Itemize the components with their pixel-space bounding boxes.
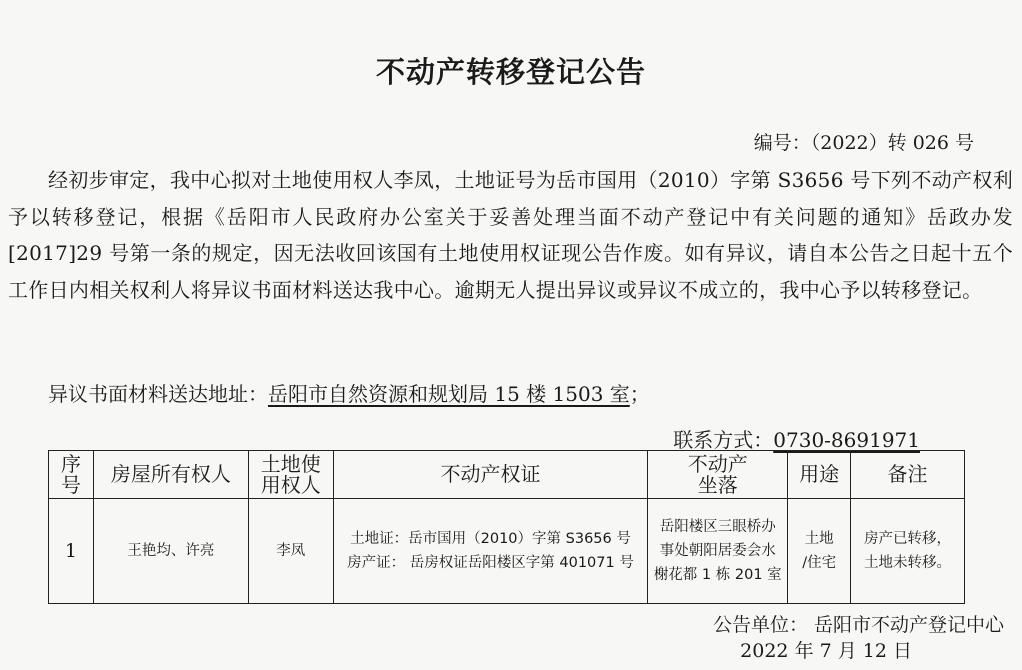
header-owner: 房屋所有权人 xyxy=(93,451,248,499)
registration-table xyxy=(48,450,965,604)
contact-label: 联系方式： xyxy=(673,428,774,452)
table-header-row xyxy=(49,451,965,499)
cell-remark xyxy=(851,499,965,604)
usage-line: /住宅 xyxy=(802,555,837,571)
cell-owner: 王艳均、许亮 xyxy=(93,499,248,604)
location-line: 岳阳楼区三眼桥办 xyxy=(659,519,776,535)
address-label: 异议书面材料送达地址： xyxy=(48,382,268,406)
notice-body: 经初步审定，我中心拟对土地使用权人李凤，土地证号为岳市国用（2010）字第 S3656 号下列不动产权利予以转移登记，根据《岳阳市人民政府办公室关于妥善处理当面不动产登记中有关问题的通知》岳政办发[2017]29 号第一条的规定，因无法收回该国有土地使用权证现公告作废。如有异议，请自本公告之日起十五个工作日内相关权利人将异议书面材料送达我中心。逾期无人提出异议或异议不成立的，我中心予以转移登记。 xyxy=(8,168,1013,302)
remark-line: 房产已转移， xyxy=(864,531,952,547)
header-usage: 用途 xyxy=(788,451,851,499)
issue-date: 2022 年 7 月 12 日 xyxy=(740,640,912,662)
cert-house: 房产证： 岳房权证岳阳楼区字第 401071 号 xyxy=(347,555,634,571)
location-line: 事处朝阳居委会水 xyxy=(659,543,776,559)
header-remark: 备注 xyxy=(851,451,965,499)
cell-location xyxy=(648,499,788,604)
cell-usage xyxy=(788,499,851,604)
document-number: 编号：（2022）转 026 号 xyxy=(753,132,974,154)
remark-line: 土地未转移。 xyxy=(864,555,952,571)
page-title: 不动产转移登记公告 xyxy=(375,55,646,89)
header-location: 不动产坐落 xyxy=(648,451,788,499)
address-suffix: ； xyxy=(629,382,650,406)
contact-info xyxy=(673,424,920,453)
header-land-user: 土地使用权人 xyxy=(248,451,333,499)
issuing-unit: 公告单位： 岳阳市不动产登记中心 xyxy=(712,614,1004,636)
table-row xyxy=(49,499,965,604)
address-value: 岳阳市自然资源和规划局 15 楼 1503 室 xyxy=(268,382,630,406)
location-line: 榭花都 1 栋 201 室 xyxy=(653,567,782,583)
usage-line: 土地 xyxy=(804,531,834,547)
header-cert: 不动产权证 xyxy=(333,451,648,499)
cell-land-user: 李凤 xyxy=(248,499,333,604)
cert-land: 土地证：岳市国用（2010）字第 S3656 号 xyxy=(350,531,631,547)
contact-phone: 0730-8691971 xyxy=(773,428,920,452)
cell-cert xyxy=(333,499,648,604)
cell-seq: 1 xyxy=(49,499,94,604)
header-seq: 序号 xyxy=(49,451,94,499)
objection-address xyxy=(48,378,650,407)
